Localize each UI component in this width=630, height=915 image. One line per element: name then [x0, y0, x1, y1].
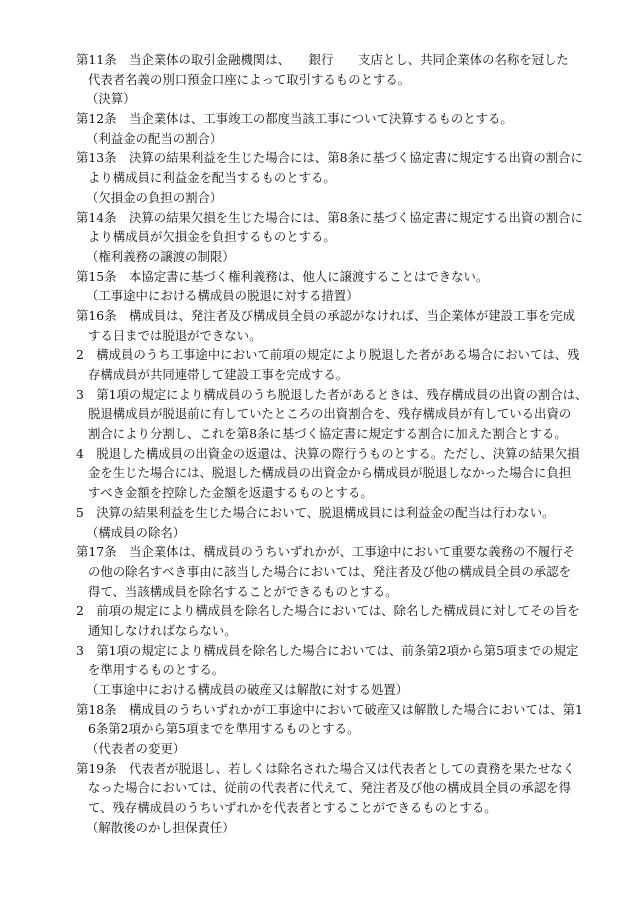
- article-heading: （決算）: [86, 91, 136, 107]
- continuation-line: 6条第2項から第5項までを準用するものとする。: [88, 721, 360, 737]
- continuation-line: 金を生じた場合には、脱退した構成員の出資金から構成員が脱退しなかった場合に負担: [88, 465, 572, 481]
- continuation-line: の他の除名すべき事由に該当した場合においては、発注者及び他の構成員全員の承認を: [88, 563, 571, 579]
- continuation-line: て、残存構成員のうちいずれかを代表者とすることができるものとする。: [88, 800, 497, 816]
- continuation-line: を準用するものとする。: [88, 662, 225, 678]
- article-heading: （工事途中における構成員の破産又は解散に対する処置）: [86, 682, 409, 697]
- article-line: 第13条 決算の結果利益を生じた場合には、第8条に基づく協定書に規定する出資の割合に: [76, 150, 583, 166]
- article-heading: （権利義務の譲渡の制限）: [86, 248, 235, 264]
- article-line: 3 第1項の規定により構成員のうち脱退した者があるときは、残存構成員の出資の割合は、: [76, 386, 588, 402]
- continuation-line: する日までは脱退ができない。: [88, 327, 262, 343]
- continuation-line: より構成員が欠損金を負担するものとする。: [88, 229, 336, 245]
- continuation-line: 割合により分割し、これを第8条に基づく協定書に規定する割合に加えた割合とする。: [88, 426, 567, 442]
- continuation-line: すべき金額を控除した金額を返還するものとする。: [88, 485, 373, 501]
- article-heading: （解散後のかし担保責任）: [86, 819, 235, 835]
- article-heading: （欠損金の負担の割合）: [86, 189, 223, 205]
- article-heading: （構成員の除名）: [86, 524, 186, 540]
- article-line: 第18条 構成員のうちいずれかが工事途中において破産又は解散した場合においては、第1: [76, 701, 583, 717]
- continuation-line: より構成員に利益金を配当するものとする。: [88, 170, 336, 186]
- article-heading: （工事途中における構成員の脱退に対する措置）: [86, 288, 359, 304]
- article-line: 第12条 当企業体は、工事竣工の都度当該工事について決算するものとする。: [76, 111, 513, 127]
- article-line: 3 第1項の規定により構成員を除名した場合においては、前条第2項から第5項までの規定: [76, 642, 579, 658]
- article-heading: （代表者の変更）: [86, 741, 186, 757]
- article-line: 第14条 決算の結果欠損を生じた場合には、第8条に基づく協定書に規定する出資の割合に: [76, 209, 583, 225]
- continuation-line: 通知しなければならない。: [88, 622, 237, 638]
- article-line: 4 脱退した構成員の出資金の返還は、決算の際行うものとする。ただし、決算の結果欠損: [76, 445, 580, 461]
- article-line: 2 構成員のうち工事途中において前項の規定により脱退した者がある場合においては、残: [76, 347, 580, 363]
- article-line: 第15条 本協定書に基づく権利義務は、他人に譲渡することはできない。: [76, 268, 489, 284]
- continuation-line: 存構成員が共同連帯して建設工事を完成する。: [88, 367, 349, 382]
- continuation-line: 代表者名義の別口預金口座によって取引するものとする。: [88, 71, 411, 87]
- article-heading: （利益金の配当の割合）: [86, 130, 223, 146]
- article-line: 第16条 構成員は、発注者及び構成員全員の承認がなければ、当企業体が建設工事を完成: [76, 307, 576, 323]
- continuation-line: 脱退構成員が脱退前に有していたところの出資割合を、残存構成員が有している出資の: [88, 406, 572, 422]
- article-line: 第17条 当企業体は、構成員のうちいずれかが、工事途中において重要な義務の不履行そ: [76, 544, 576, 560]
- article-line: 5 決算の結果利益を生じた場合において、脱退構成員には利益金の配当は行わない。: [76, 504, 555, 520]
- continuation-line: 得て、当該構成員を除名することができるものとする。: [88, 583, 398, 599]
- continuation-line: なった場合においては、従前の代表者に代えて、発注者及び他の構成員全員の承認を得: [88, 780, 571, 796]
- article-line: 2 前項の規定により構成員を除名した場合においては、除名した構成員に対してその旨を: [76, 603, 580, 619]
- article-line: 第19条 代表者が脱退し、若しくは除名された場合又は代表者としての責務を果たせなく: [76, 760, 576, 776]
- document-page: [76, 50, 588, 838]
- article-line: 第11条 当企業体の取引金融機関は、 銀行 支店とし、共同企業体の名称を冠した: [76, 52, 569, 67]
